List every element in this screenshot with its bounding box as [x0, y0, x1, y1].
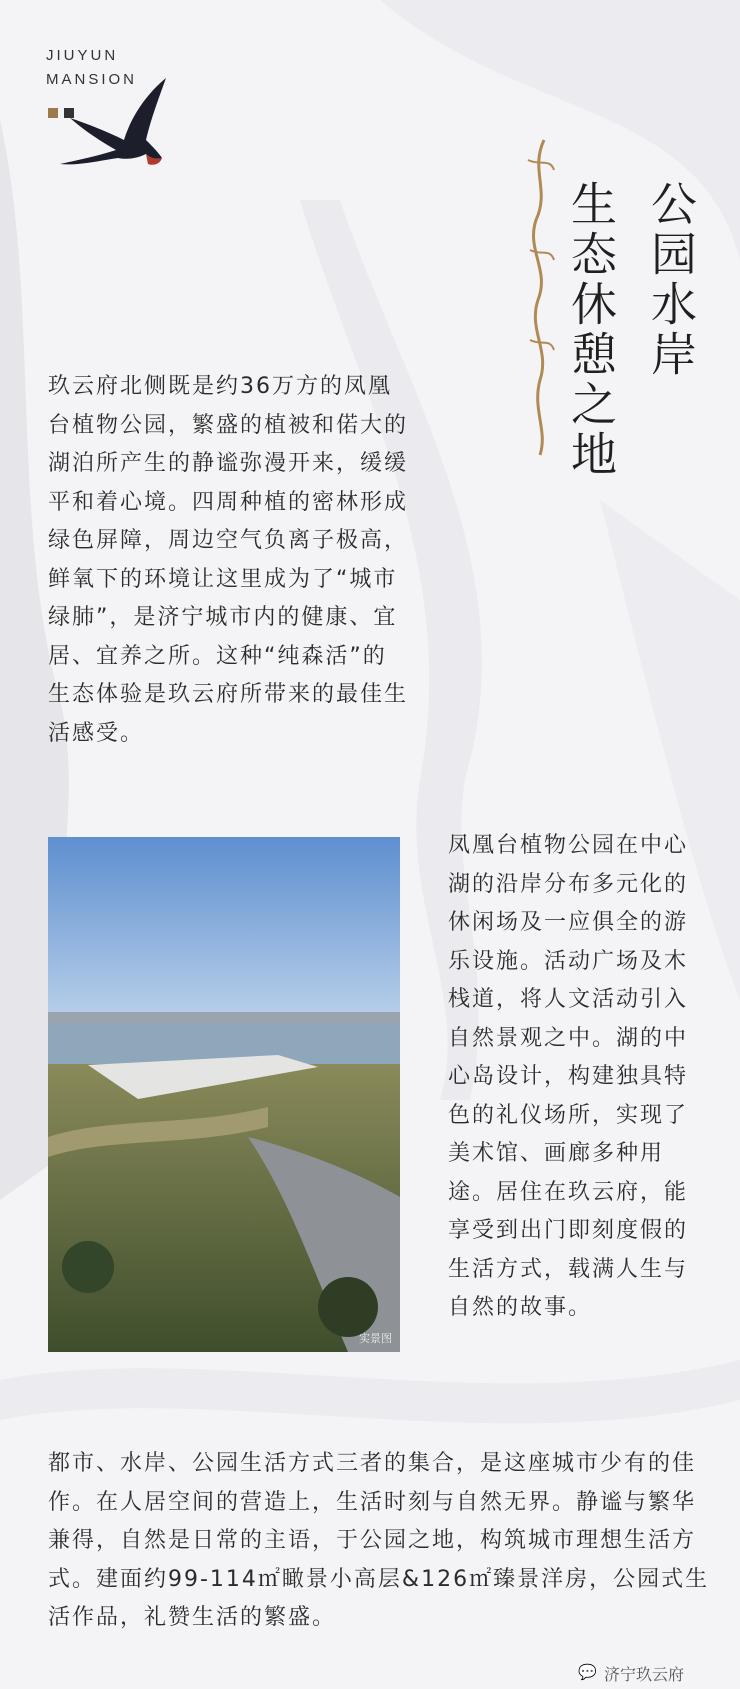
brand-square-gold — [48, 108, 58, 118]
watermark-text: 济宁玖云府 — [604, 1665, 685, 1684]
paragraph-2: 凤凰台植物公园在中心湖的沿岸分布多元化的休闲场及一应俱全的游乐设施。活动广场及木栈道，将人文活动引入自然景观之中。湖的中心岛设计，构建独具特色的礼仪场所，实现了美术馆、画廊多种用途。居住在玖云府，能享受到出门即刻度假的生活方式，载满人生与自然的故事。 — [448, 833, 689, 1320]
wechat-icon: 💬 — [578, 1663, 597, 1681]
paragraph-1: 玖云府北侧既是约36万方的凤凰台植物公园，繁盛的植被和偌大的湖泊所产生的静谧弥漫开来，缓缓平和着心境。四周种植的密林形成绿色屏障，周边空气负离子极高，鲜氧下的环境让这里成为了“城市绿肺”，是济宁城市内的健康、宜居、宜养之所。这种“纯森活”的生态体验是玖云府所带来的最佳生活感受。 — [48, 374, 409, 746]
title-column-1: 生态休憩之地 — [564, 180, 618, 480]
brand-line1: JIUYUN — [46, 47, 119, 64]
script-signature — [520, 130, 560, 460]
paragraph-3: 都市、水岸、公园生活方式三者的集合，是这座城市少有的佳作。在人居空间的营造上，生活时刻与自然无界。静谧与繁华兼得，自然是日常的主语，于公园之地，构筑城市理想生活方式。建面约99-114㎡瞰景小高层&126㎡臻景洋房，公园式生活作品，礼赞生活的繁盛。 — [48, 1451, 710, 1630]
park-photo-illustration — [48, 837, 400, 1352]
park-photo — [48, 837, 400, 1352]
brand-line2: MANSION — [46, 71, 138, 88]
title-column-2: 公园水岸 — [644, 180, 698, 380]
photo-caption: 实景图 — [359, 1332, 392, 1345]
swallow-bird-icon — [58, 60, 178, 180]
